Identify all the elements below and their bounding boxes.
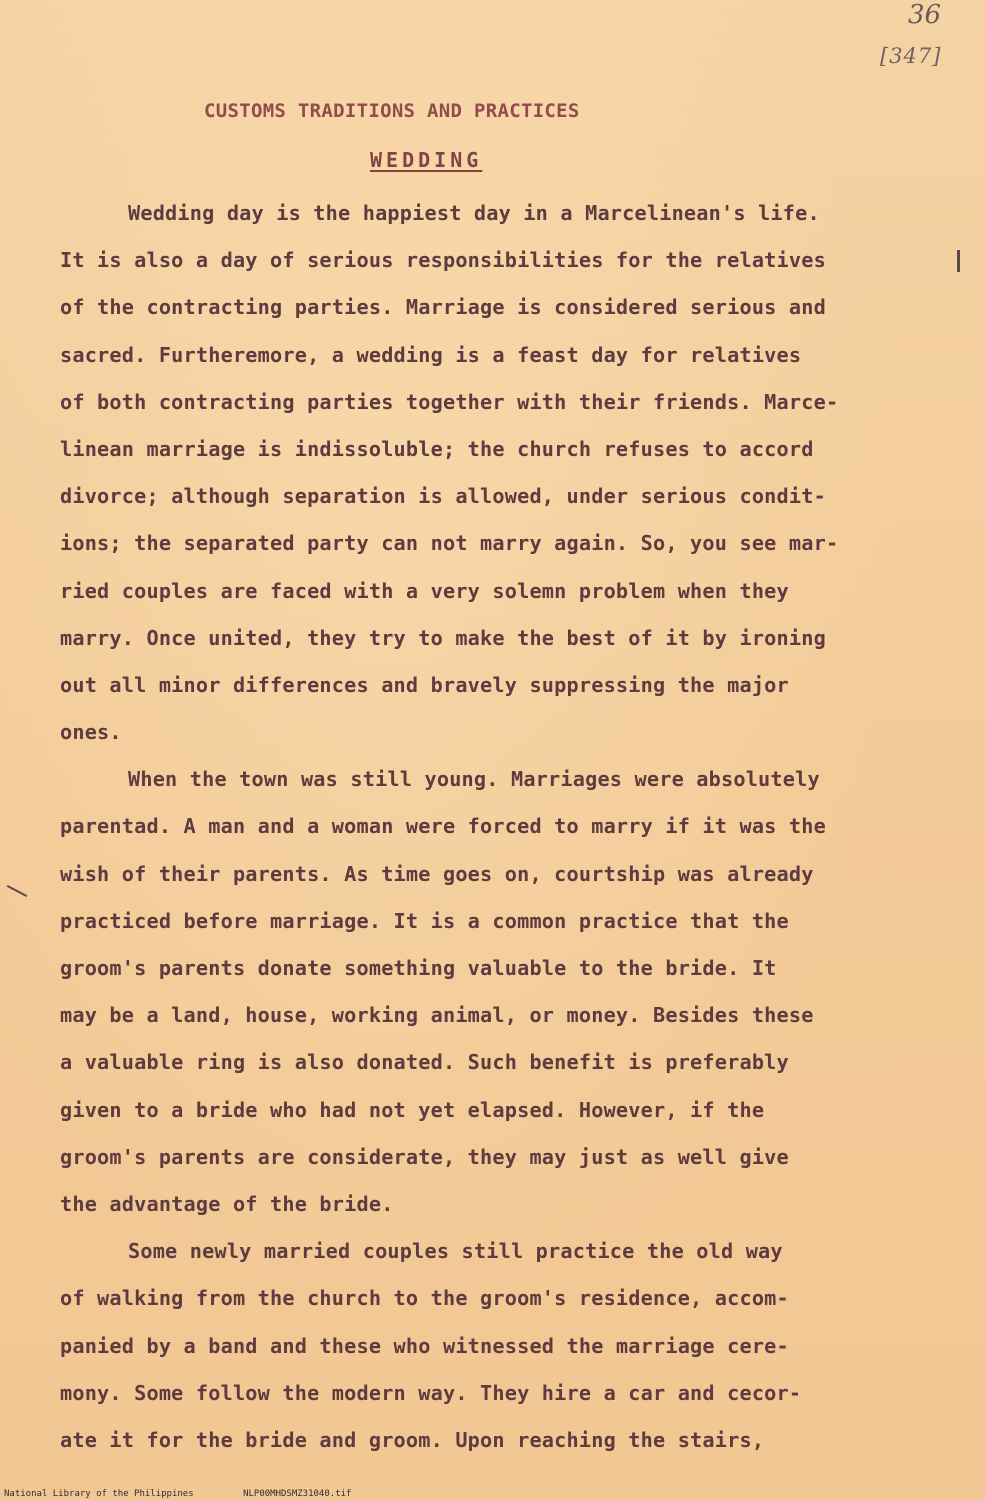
text-line: the advantage of the bride. xyxy=(60,1191,394,1216)
text-line: ate it for the bride and groom. Upon reaching the stairs, xyxy=(60,1427,765,1452)
text-line: mony. Some follow the modern way. They hire a car and cecor- xyxy=(60,1380,802,1405)
text-line: of both contracting parties together with their friends. Marce- xyxy=(60,389,839,414)
text-line: groom's parents donate something valuable to the bride. It xyxy=(60,956,777,980)
margin-mark xyxy=(957,250,960,272)
text-line: given to a bride who had not yet elapsed. However, if the xyxy=(60,1097,765,1122)
text-line: wish of their parents. As time goes on, courtship was already xyxy=(60,861,814,886)
text-line: marry. Once united, they try to make the best of it by ironing xyxy=(60,625,826,650)
scan-footer xyxy=(4,1489,351,1499)
text-line: Wedding day is the happiest day in a Marcelinean's life. xyxy=(128,201,820,225)
text-line: parentad. A man and a woman were forced to marry if it was the xyxy=(60,814,826,839)
text-line: groom's parents are considerate, they may just as well give xyxy=(60,1144,789,1169)
text-line: panied by a band and these who witnessed the marriage cere- xyxy=(60,1333,789,1358)
text-line: of the contracting parties. Marriage is considered serious and xyxy=(60,295,826,320)
text-line: ried couples are faced with a very solemn problem when they xyxy=(60,578,789,603)
text-line: of walking from the church to the groom's residence, accom- xyxy=(60,1286,789,1311)
text-line: When the town was still young. Marriages were absolutely xyxy=(128,767,820,792)
archive-number: [347] xyxy=(880,44,942,68)
text-line: ions; the separated party can not marry again. So, you see mar- xyxy=(60,531,839,556)
text-line: sacred. Furtheremore, a wedding is a feast day for relatives xyxy=(60,342,802,367)
text-line: linean marriage is indissoluble; the church refuses to accord xyxy=(60,436,814,461)
footer-filename: NLP00MHDSMZ31040.tif xyxy=(243,1489,352,1499)
text-line: Some newly married couples still practice the old way xyxy=(128,1239,783,1264)
text-line: out all minor differences and bravely suppressing the major xyxy=(60,672,789,697)
page-number: 36 xyxy=(908,0,942,30)
body-text xyxy=(60,190,960,1464)
text-line: divorce; although separation is allowed, under serious condit- xyxy=(60,484,826,509)
margin-mark xyxy=(7,885,27,897)
text-line: practiced before marriage. It is a common practice that the xyxy=(60,908,789,933)
footer-library: National Library of the Philippines xyxy=(4,1489,194,1499)
section-subtitle: WEDDING xyxy=(370,148,483,172)
text-line: a valuable ring is also donated. Such benefit is preferably xyxy=(60,1050,789,1075)
text-line: It is also a day of serious responsibilities for the relatives xyxy=(60,248,826,273)
text-line: may be a land, house, working animal, or money. Besides these xyxy=(60,1003,814,1028)
page-title: CUSTOMS TRADITIONS AND PRACTICES xyxy=(204,100,580,122)
text-line: ones. xyxy=(60,720,122,745)
